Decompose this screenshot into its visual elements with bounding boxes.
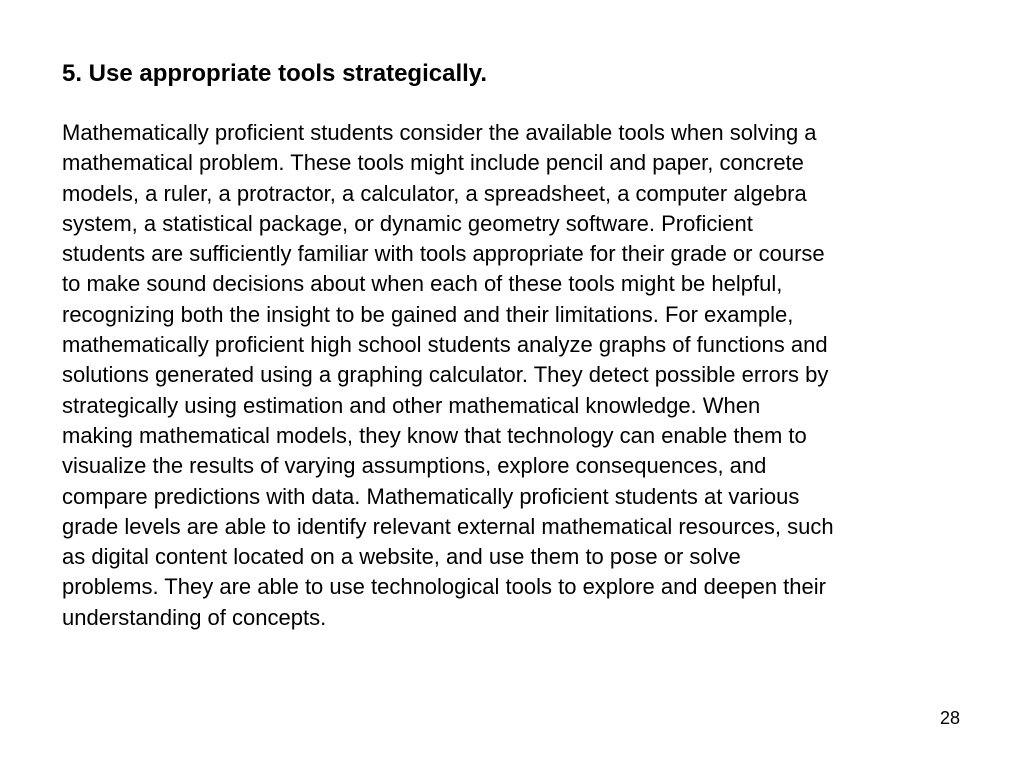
page-number: 28: [940, 708, 961, 728]
body-line: students are sufficiently familiar with tools appropriate for their grade or course: [62, 241, 825, 267]
body-line: mathematically proficient high school students analyze graphs of functions and: [62, 332, 828, 358]
body-line: mathematical problem. These tools might include pencil and paper, concrete: [62, 150, 804, 176]
body-line: models, a ruler, a protractor, a calculator, a spreadsheet, a computer algebra: [62, 180, 807, 206]
body-line: Mathematically proficient students consider the available tools when solving a: [62, 120, 817, 145]
body-line: solutions generated using a graphing calculator. They detect possible errors by: [62, 362, 829, 388]
body-line: strategically using estimation and other mathematical knowledge. When: [62, 392, 761, 418]
slide-body-paragraph: [62, 118, 962, 633]
body-line: problems. They are able to use technological tools to explore and deepen their: [62, 574, 826, 600]
body-line: as digital content located on a website, and use them to pose or solve: [62, 544, 741, 570]
slide-title: 5. Use appropriate tools strategically.: [62, 60, 488, 87]
body-line: recognizing both the insight to be gained and their limitations. For example,: [62, 301, 794, 327]
body-line: system, a statistical package, or dynamic geometry software. Proficient: [62, 210, 753, 236]
body-line: visualize the results of varying assumptions, explore consequences, and: [62, 453, 767, 479]
body-line: making mathematical models, they know that technology can enable them to: [62, 422, 807, 448]
body-line: to make sound decisions about when each of these tools might be helpful,: [62, 271, 783, 297]
body-line: compare predictions with data. Mathematically proficient students at various: [62, 483, 800, 509]
body-line: grade levels are able to identify relevant external mathematical resources, such: [62, 513, 834, 539]
body-line: understanding of concepts.: [62, 604, 327, 630]
